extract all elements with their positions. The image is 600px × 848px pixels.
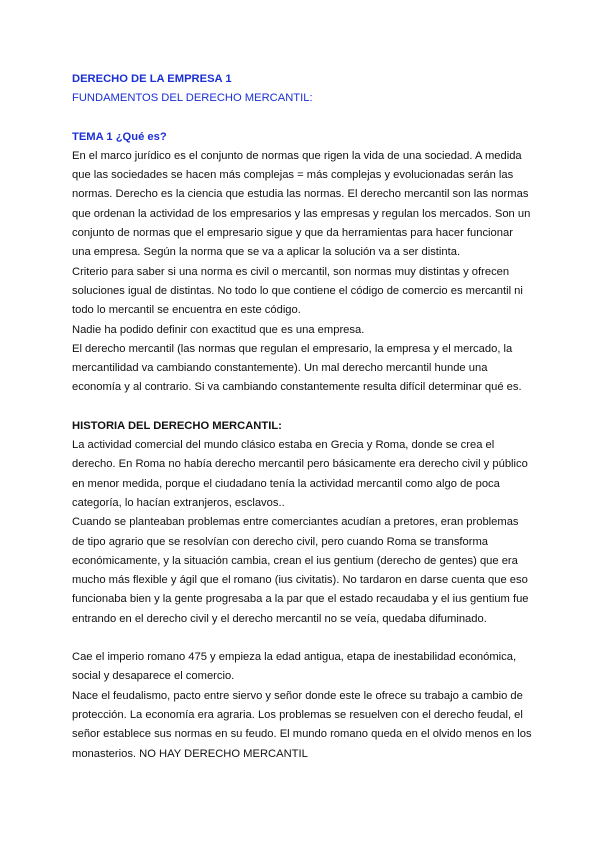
historia-heading: HISTORIA DEL DERECHO MERCANTIL: — [72, 419, 282, 432]
document-title: DERECHO DE LA EMPRESA 1 — [72, 73, 232, 85]
document-subtitle: FUNDAMENTOS DEL DERECHO MERCANTIL: — [72, 92, 313, 105]
tema1-paragraph: Criterio para saber si una norma es civil o mercantil, son normas muy distintas y ofrecen soluciones igual de distintas. No todo lo que contiene el código de comercio es mercantil ni todo lo mercantil se encuentra en este código. — [72, 265, 523, 317]
historia-paragraph: Cuando se planteaban problemas entre comerciantes acudían a pretores, eran problemas de tipo agrario que se resolvían con derecho civil, pero cuando Roma se transforma económicamente, y la situación cambia, crean el ius gentium (derecho de gentes) que era mucho más flexible y ágil que el romano (ius civitatis). No tardaron en darse cuenta que eso funcionaba bien y la gente progresaba a la par que el estado recaudaba y el ius gentium fue entrando en el derecho civil y el derecho mercantil no se veía, quedaba difuminado. — [72, 516, 529, 625]
historia-paragraph: Nace el feudalismo, pacto entre siervo y señor donde este le ofrece su trabajo a cambio de protección. La economía era agraria. Los problemas se resuelven con el derecho feudal, el señor establece sus normas en su feudo. El mundo romano queda en el olvido menos en los monasterios. NO HAY DERECHO MERCANTIL — [72, 689, 532, 760]
tema1-heading: TEMA 1 ¿Qué es? — [72, 130, 167, 143]
spacer — [72, 398, 532, 417]
tema1-paragraph: El derecho mercantil (las normas que regulan el empresario, la empresa y el mercado, la mercantilidad va cambiando constantemente). Un mal derecho mercantil hunde una economía y al contrario. Si va cambiando constantemente resulta difícil determinar qué es. — [72, 342, 522, 394]
historia-paragraph: Cae el imperio romano 475 y empieza la edad antigua, etapa de inestabilidad económica, social y desaparece el comercio. — [72, 651, 517, 683]
spacer — [72, 629, 532, 648]
document-content — [72, 70, 532, 764]
tema1-paragraph: En el marco jurídico es el conjunto de normas que rigen la vida de una sociedad. A medida que las sociedades se hacen más complejas = más complejas y evolucionadas serán las normas. Derecho es la ciencia que estudia las normas. El derecho mercantil son las normas que ordenan la actividad de los empresarios y las empresas y regulan los mercados. Son un conjunto de normas que el empresario sigue y que da herramientas para hacer funcionar una empresa. Según la norma que se va a aplicar la solución va a ser distinta. — [72, 149, 531, 259]
historia-paragraph: La actividad comercial del mundo clásico estaba en Grecia y Roma, donde se crea el derecho. En Roma no había derecho mercantil pero básicamente era derecho civil y público en menor medida, porque el ciudadano tenía la actividad mercantil como algo de poca categoría, lo hacían extranjeros, esclavos.. — [72, 439, 528, 509]
tema1-paragraph: Nadie ha podido definir con exactitud que es una empresa. — [72, 323, 365, 336]
